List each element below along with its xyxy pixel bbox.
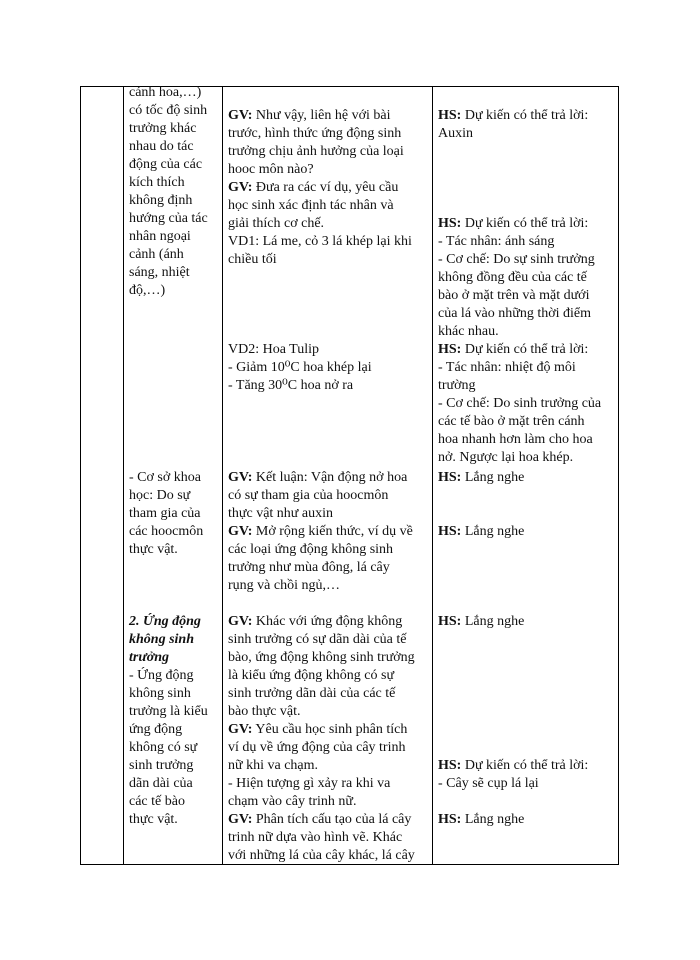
column-divider [432,87,433,864]
text-run: Yêu cầu học sinh phân tích [252,722,408,737]
text-line: VD2: Hoa Tulip [228,342,320,357]
teacher-paragraph [228,721,431,811]
student-paragraph [438,469,616,487]
speaker-label: GV: [228,614,253,629]
speaker-label: HS: [438,524,462,539]
student-paragraph [438,613,616,631]
text-run: Lắng nghe [461,614,525,629]
speaker-label: GV: [228,812,253,827]
speaker-label: GV: [228,524,253,539]
speaker-label: HS: [438,108,462,123]
student-paragraph [438,341,616,467]
text-line: VD1: Lá me, cỏ 3 lá khép lại khi [228,234,412,249]
column-divider [222,87,223,864]
text-line: chạm vào cây trinh nữ. [228,794,357,809]
speaker-label: HS: [438,470,462,485]
text-run: Khác với ứng động không [252,614,403,629]
example-block [228,233,431,269]
speaker-label: GV: [228,180,253,195]
text-line [438,341,616,359]
text-line: trinh nữ dựa vào hình vẽ. Khác [228,830,403,845]
speaker-label: GV: [228,722,253,737]
text-line [228,469,431,487]
text-line: không sinh [129,632,194,647]
text-line: thực vật. [129,542,178,557]
text-run: Mở rộng kiến thức, ví dụ về [252,524,413,539]
teacher-paragraph [228,179,431,233]
text-line: thực vật. [129,812,178,827]
text-line: không sinh [129,686,191,701]
text-run: Lắng nghe [461,524,525,539]
text-line: trưởng khác [129,121,197,136]
text-line: cảnh (ánh [129,247,184,262]
speaker-label: GV: [228,108,253,123]
content-block [129,469,221,559]
teacher-paragraph [228,469,431,523]
speaker-label: HS: [438,216,462,231]
text-line: - Giảm 10⁰C hoa khép lại [228,360,372,375]
example-block [228,341,431,395]
text-line: trưởng là kiểu [129,704,208,719]
text-line: cánh hoa,…) [129,85,202,100]
speaker-label: HS: [438,758,462,773]
speaker-label: HS: [438,342,462,357]
lesson-table [80,86,619,865]
text-line: trưởng chịu ảnh hưởng của loại [228,144,404,159]
text-line: giải thích cơ chế. [228,216,325,231]
text-line: với những lá của cây khác, lá cây [228,848,415,863]
text-line: - Ứng động [129,668,194,683]
text-line [228,613,431,631]
text-line: trước, hình thức ứng động sinh [228,126,402,141]
text-line: không định [129,193,193,208]
student-paragraph [438,811,616,829]
text-line: nhau do tác [129,139,194,154]
teacher-paragraph [228,613,431,721]
text-line: nở. Ngược lại hoa khép. [438,450,574,465]
text-line: sinh trưởng có sự dãn dài của tế [228,632,407,647]
text-line: ứng động [129,722,183,737]
text-line: trưởng [129,650,170,665]
text-run: Như vậy, liên hệ với bài [252,108,391,123]
text-line [228,179,431,197]
text-line: các tế bào ở mặt trên cánh [438,414,585,429]
text-line: trường [438,378,476,393]
speaker-label: HS: [438,812,462,827]
text-line [438,757,616,775]
text-line: 2. Ứng động [129,614,201,629]
text-line: Auxin [438,126,473,141]
text-line: khác nhau. [438,324,499,339]
content-block [129,667,221,829]
speaker-label: HS: [438,614,462,629]
student-paragraph [438,523,616,541]
text-line: các loại ứng động không sinh [228,542,394,557]
text-line: độ,…) [129,283,166,298]
text-run: Dự kiến có thể trả lời: [461,216,589,231]
text-line: thực vật như auxin [228,506,333,521]
text-line: - Hiện tượng gì xảy ra khi va [228,776,391,791]
section-heading [129,613,221,667]
text-line: sinh trưởng [129,758,194,773]
text-line: động của các [129,157,203,172]
text-line [438,107,616,125]
text-line: các hoocmôn [129,524,204,539]
student-paragraph [438,757,616,793]
text-line: bào thực vật. [228,704,301,719]
text-line: học: Do sự [129,488,191,503]
text-line: không có sự [129,740,198,755]
text-line: chiều tối [228,252,277,267]
text-line [228,107,431,125]
text-line: có tốc độ sinh [129,103,208,118]
teacher-paragraph [228,523,431,595]
text-run: Dự kiến có thể trả lời: [461,342,589,357]
text-line: - Cơ chế: Do sự sinh trưởng [438,252,595,267]
text-line: - Cơ sở khoa [129,470,201,485]
student-paragraph [438,215,616,341]
text-line: - Cây sẽ cụp lá lại [438,776,539,791]
text-line: học sinh xác định tác nhân và [228,198,394,213]
text-line: hướng của tác [129,211,208,226]
text-run: Lắng nghe [461,812,525,827]
text-line: bào ở mặt trên và mặt dưới [438,288,590,303]
text-line: sinh trưởng dãn dài của các tế [228,686,396,701]
text-line [228,721,431,739]
text-run: Dự kiến có thể trả lời: [461,758,589,773]
text-line: của lá vào những thời điểm [438,306,592,321]
text-line [438,215,616,233]
text-line [438,811,616,829]
text-run: Đưa ra các ví dụ, yêu cầu [252,180,399,195]
column-divider [123,87,124,864]
text-line: hooc môn nào? [228,162,314,177]
text-line: hoa nhanh hơn làm cho hoa [438,432,593,447]
text-line: sáng, nhiệt [129,265,190,280]
text-run: Dự kiến có thể trả lời: [461,108,589,123]
text-line: không đồng đều của các tế [438,270,587,285]
text-line [228,811,431,829]
text-run: Lắng nghe [461,470,525,485]
text-line: - Cơ chế: Do sinh trưởng của [438,396,602,411]
text-line: là kiểu ứng động không có sự [228,668,395,683]
text-line [438,469,616,487]
text-line: nữ khi va chạm. [228,758,319,773]
text-run: Kết luận: Vận động nở hoa [252,470,408,485]
text-line: - Tăng 30⁰C hoa nở ra [228,378,354,393]
teacher-paragraph [228,811,431,865]
speaker-label: GV: [228,470,253,485]
text-line [228,523,431,541]
student-paragraph [438,107,616,143]
text-line: - Tác nhân: nhiệt độ môi [438,360,576,375]
text-line: trưởng như mùa đông, lá cây [228,560,390,575]
text-line: rụng và chồi ngủ,… [228,578,340,593]
text-line: bào, ứng động không sinh trưởng [228,650,415,665]
text-line: các tế bào [129,794,185,809]
teacher-paragraph [228,107,431,179]
text-line: tham gia của [129,506,201,521]
text-line: ví dụ về ứng động của cây trinh [228,740,406,755]
text-line [438,613,616,631]
text-run: Phân tích cấu tạo của lá cây [252,812,412,827]
text-line [438,523,616,541]
content-block [129,84,221,300]
text-line: dãn dài của [129,776,193,791]
text-line: kích thích [129,175,185,190]
text-line: có sự tham gia của hoocmôn [228,488,389,503]
text-line: nhân ngoại [129,229,191,244]
text-line: - Tác nhân: ánh sáng [438,234,555,249]
